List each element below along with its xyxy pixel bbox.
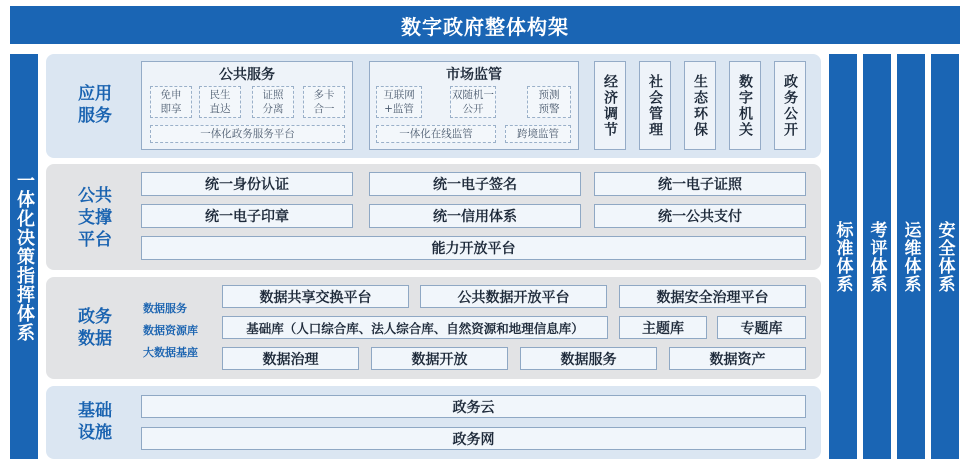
data-opening: 数据开放 xyxy=(371,347,508,370)
app-layer-label-text: 应用服务 xyxy=(78,84,112,126)
data-layer-label xyxy=(66,304,124,352)
left-system-bar: 一体化决策指挥体系 xyxy=(10,54,38,459)
service-item: 免申即享 xyxy=(150,86,192,118)
data-governance: 数据治理 xyxy=(222,347,359,370)
right-bar-security: 安全体系 xyxy=(931,54,959,459)
market-online-supervision: 一体化在线监管 xyxy=(376,125,496,143)
market-item: 双随机一公开 xyxy=(450,86,496,118)
support-public-payment: 统一公共支付 xyxy=(594,204,806,228)
infra-gov-cloud: 政务云 xyxy=(141,395,806,418)
page-title: 数字政府整体构架 xyxy=(10,6,960,44)
data-sharing-platform: 数据共享交换平台 xyxy=(222,285,409,308)
data-tag-service: 数据服务 xyxy=(143,302,187,315)
app-social-management: 社会管理 xyxy=(639,61,671,150)
market-cross-border: 跨境监管 xyxy=(505,125,571,143)
support-capability-platform: 能力开放平台 xyxy=(141,236,806,260)
right-bar-operation: 运维体系 xyxy=(897,54,925,459)
data-assets: 数据资产 xyxy=(669,347,806,370)
data-layer-label-text: 政务数据 xyxy=(78,307,112,349)
service-item: 民生直达 xyxy=(199,86,241,118)
infra-gov-network: 政务网 xyxy=(141,427,806,450)
support-e-signature: 统一电子签名 xyxy=(369,172,581,196)
app-digital-agency: 数字机关 xyxy=(729,61,761,150)
app-economic-regulation: 经济调节 xyxy=(594,61,626,150)
support-layer-label xyxy=(66,187,124,249)
data-special-library: 专题库 xyxy=(717,316,806,339)
right-bar-standard: 标准体系 xyxy=(829,54,857,459)
public-service-title: 公共服务 xyxy=(219,67,275,83)
data-topic-library: 主题库 xyxy=(619,316,707,339)
app-layer-label xyxy=(66,76,124,134)
market-item: 互联网+监管 xyxy=(376,86,422,118)
service-item: 多卡合一 xyxy=(303,86,345,118)
support-identity-auth: 统一身份认证 xyxy=(141,172,353,196)
service-platform: 一体化政务服务平台 xyxy=(150,125,345,143)
support-e-seal: 统一电子印章 xyxy=(141,204,353,228)
data-base-library: 基础库（人口综合库、法人综合库、自然资源和地理信息库） xyxy=(222,316,608,339)
app-eco-environment: 生态环保 xyxy=(684,61,716,150)
app-government-openness: 政务公开 xyxy=(774,61,806,150)
data-tag-base: 大数据基座 xyxy=(143,346,198,359)
data-security-platform: 数据安全治理平台 xyxy=(619,285,806,308)
infra-layer-label xyxy=(66,397,124,447)
market-item: 预测预警 xyxy=(527,86,571,118)
data-tag-resource: 数据资源库 xyxy=(143,324,198,337)
market-supervision-title: 市场监管 xyxy=(446,67,502,83)
data-open-platform: 公共数据开放平台 xyxy=(420,285,607,308)
support-credit-system: 统一信用体系 xyxy=(369,204,581,228)
service-item: 证照分离 xyxy=(252,86,294,118)
support-e-license: 统一电子证照 xyxy=(594,172,806,196)
right-bar-evaluation: 考评体系 xyxy=(863,54,891,459)
data-services: 数据服务 xyxy=(520,347,657,370)
support-layer-label-text: 公共支撑平台 xyxy=(78,186,112,250)
infra-layer-label-text: 基础设施 xyxy=(78,401,112,443)
